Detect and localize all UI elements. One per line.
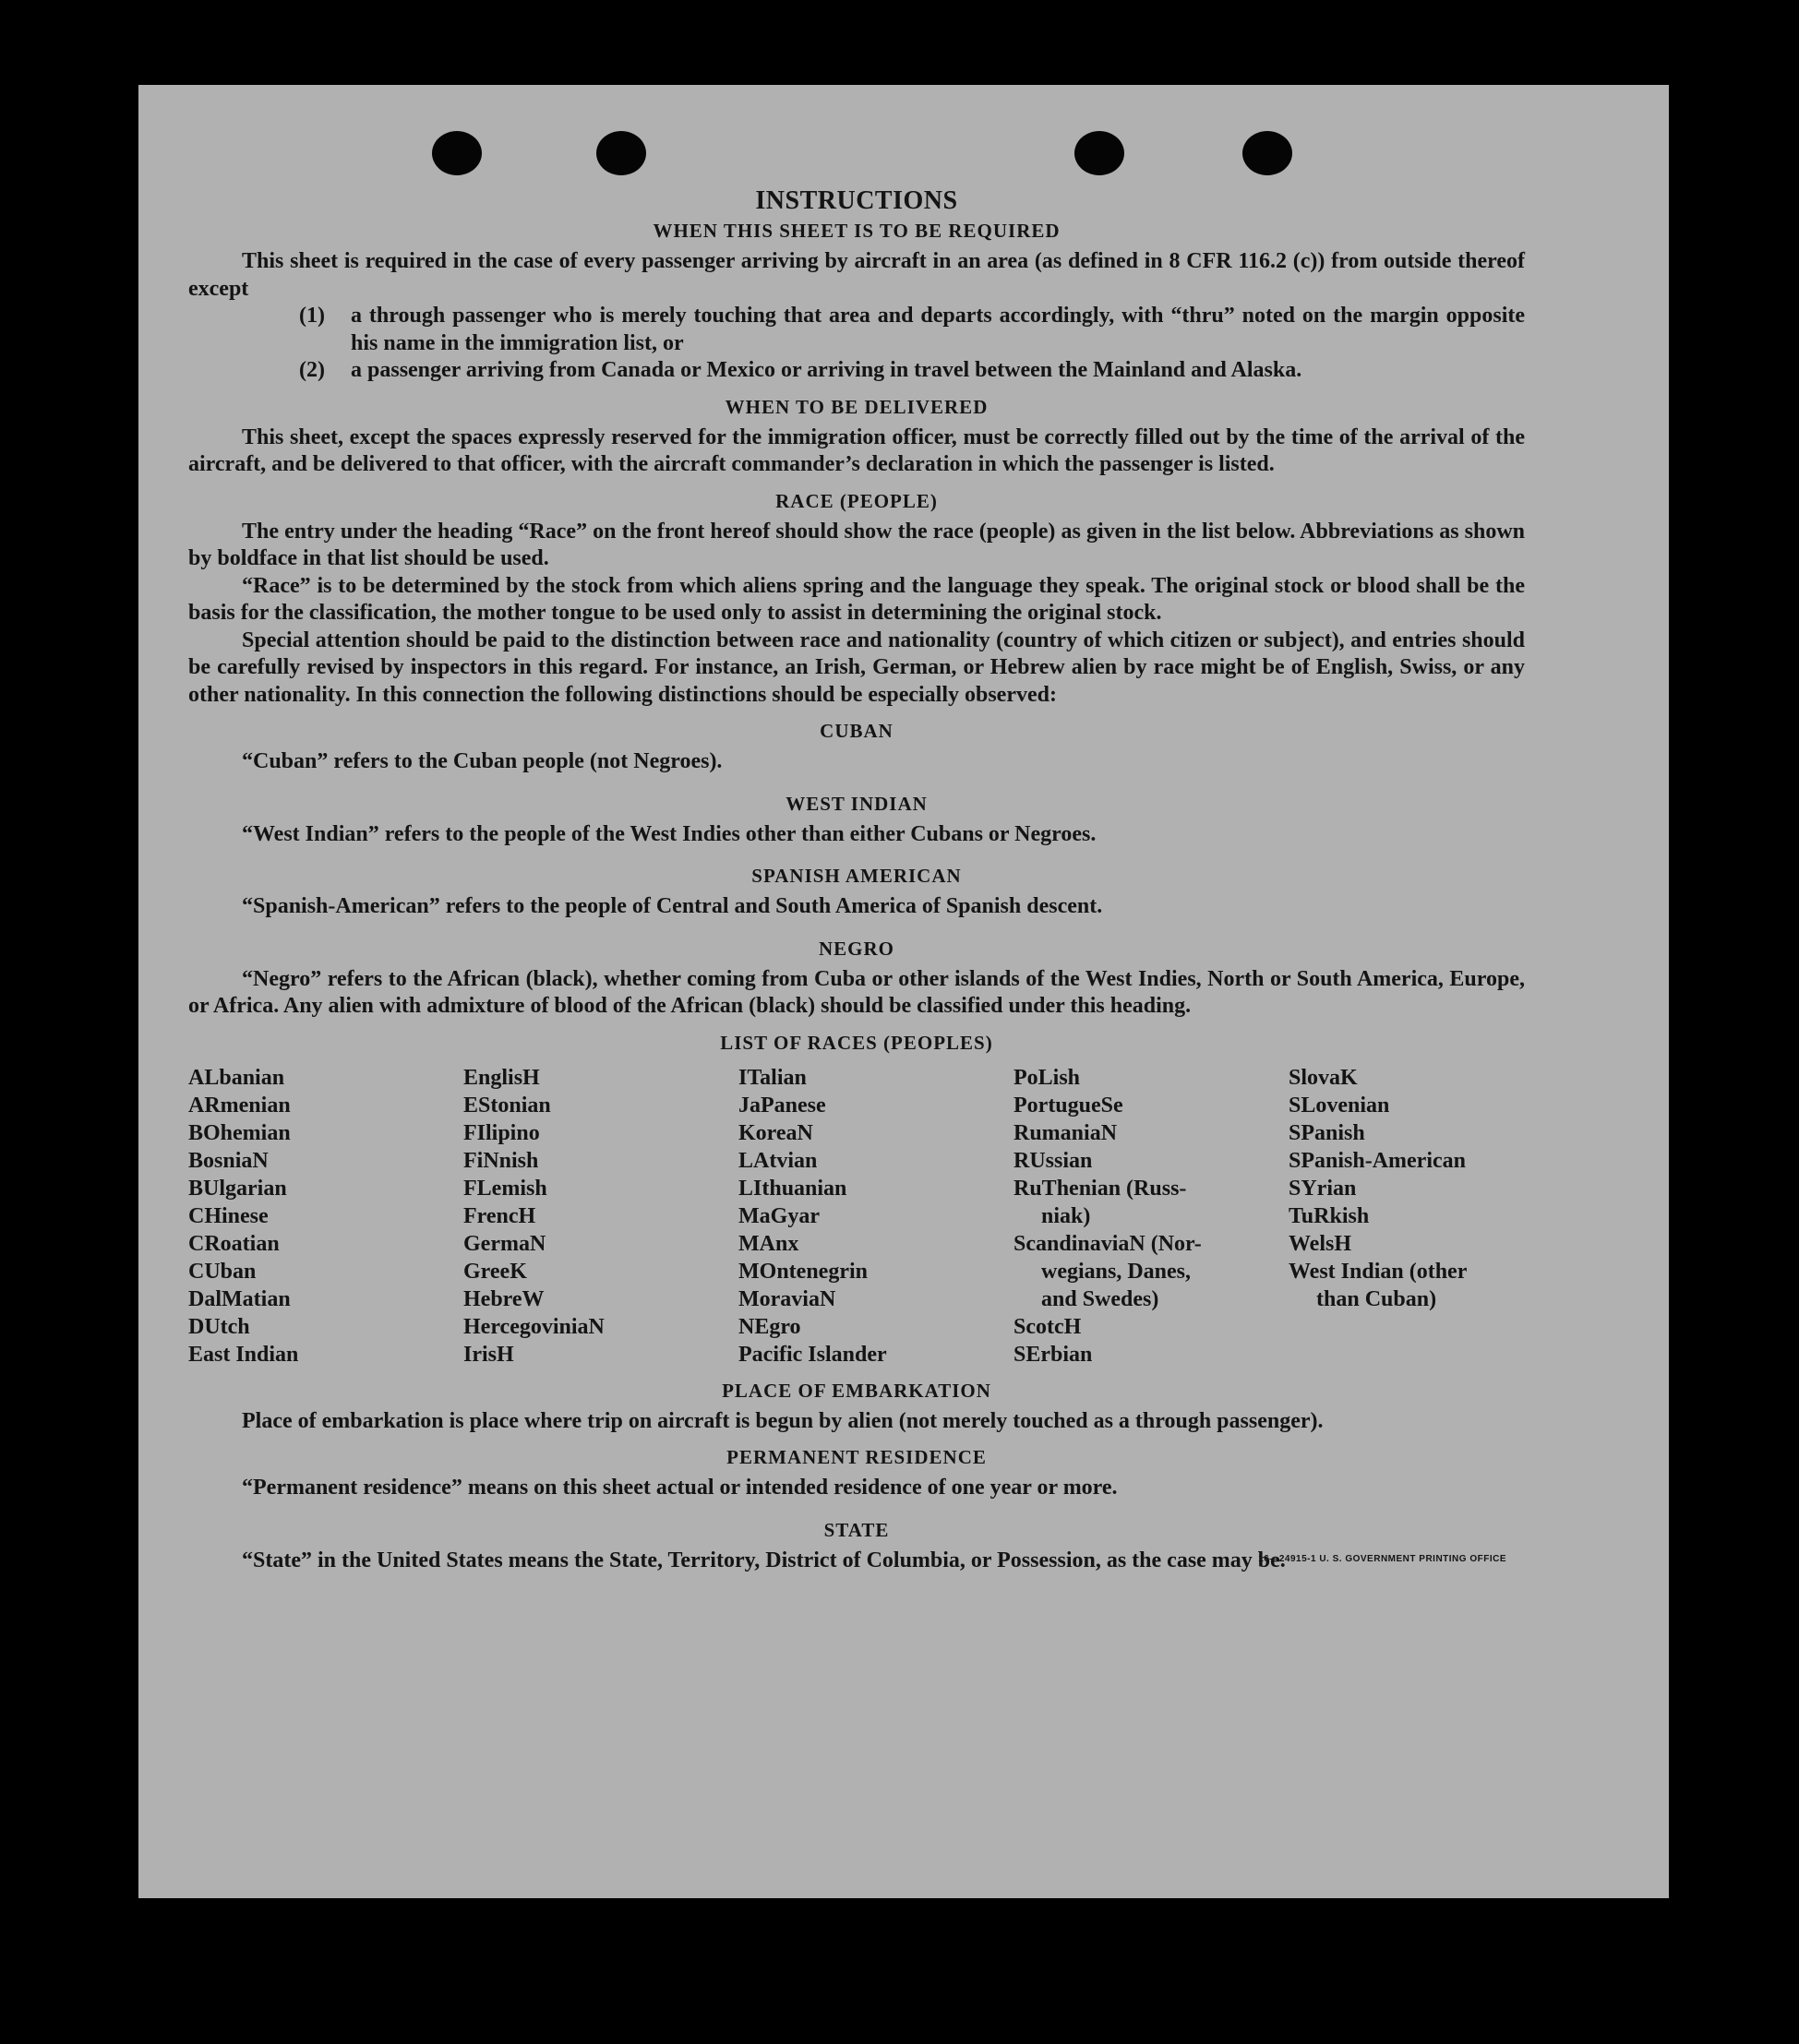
race-entry: EStonian: [463, 1093, 551, 1118]
section-heading: STATE: [823, 1518, 890, 1541]
punch-hole: [432, 131, 482, 175]
section-heading: WHEN THIS SHEET IS TO BE REQUIRED: [653, 220, 1061, 242]
race-entry: wegians, Danes,: [1041, 1259, 1192, 1284]
races-list: [188, 1064, 1525, 1369]
race-entry: ScotcH: [1013, 1314, 1082, 1339]
exception-text: a passenger arriving from Canada or Mexico or arriving in travel between the Mainland and Alaska.: [351, 358, 1302, 382]
race-entry: HercegoviniaN: [463, 1314, 605, 1339]
race-entry: SYrian: [1289, 1176, 1357, 1201]
race-entry: BosniaN: [188, 1148, 269, 1173]
state-text: “State” in the United States means the State, Territory, District of Columbia, or Possession, as the case may be.: [242, 1548, 1286, 1572]
race-entry: DUtch: [188, 1314, 250, 1339]
race-entry: PortugueSe: [1013, 1093, 1123, 1118]
race-entry: GreeK: [463, 1259, 527, 1284]
section-heading: PLACE OF EMBARKATION: [722, 1379, 991, 1402]
race-entry: SPanish: [1289, 1120, 1365, 1145]
race-column: [463, 1064, 738, 1369]
race-entry: West Indian (other: [1289, 1259, 1468, 1284]
embarkation-text: Place of embarkation is place where trip on aircraft is begun by alien (not merely touched as a through passenger).: [242, 1408, 1324, 1433]
race-entry: SErbian: [1013, 1342, 1093, 1367]
exception-number: (1): [299, 304, 325, 328]
race-entry: CUban: [188, 1259, 257, 1284]
race-entry: MoraviaN: [738, 1286, 836, 1311]
race-entry: RUssian: [1013, 1148, 1093, 1173]
race-entry: ALbanian: [188, 1065, 285, 1090]
race-entry: MOntenegrin: [738, 1259, 868, 1284]
delivered-text: This sheet, except the spaces expressly reserved for the immigration officer, must be correctly filled out by the time of the arrival of the aircraft, and be delivered to that officer, with the aircraft commander’s declaration in which the passenger is listed.: [188, 424, 1525, 476]
cuban-text: “Cuban” refers to the Cuban people (not Negroes).: [242, 749, 723, 773]
race-column: [188, 1064, 463, 1369]
instruction-sheet: [138, 85, 1669, 1898]
race-paragraph: The entry under the heading “Race” on the front hereof should show the race (people) as given in the list below. Abbreviations as shown by boldface in that list should be used.: [188, 519, 1525, 570]
race-entry: MaGyar: [738, 1203, 820, 1228]
punch-hole: [1242, 131, 1292, 175]
race-entry: BUlgarian: [188, 1176, 287, 1201]
section-heading: LIST OF RACES (PEOPLES): [720, 1031, 993, 1054]
race-entry: HebreW: [463, 1286, 545, 1311]
race-paragraph: “Race” is to be determined by the stock from which aliens spring and the language they speak. The original stock or blood shall be the basis for the classification, the mother tongue to be used only to assist in determining the original stock.: [188, 573, 1525, 625]
race-column: [1013, 1064, 1289, 1369]
race-entry: FrencH: [463, 1203, 536, 1228]
exception-item: [188, 357, 1525, 385]
race-entry: LIthuanian: [738, 1176, 847, 1201]
spanish-american-text: “Spanish-American” refers to the people of Central and South America of Spanish descent.: [242, 894, 1103, 918]
exception-item: [188, 303, 1525, 357]
race-entry: ITalian: [738, 1065, 807, 1090]
race-entry: LAtvian: [738, 1148, 818, 1173]
printer-imprint: 16—24915-1 U. S. GOVERNMENT PRINTING OFFICE: [1258, 1554, 1506, 1564]
race-entry: IrisH: [463, 1342, 514, 1367]
race-entry: TuRkish: [1289, 1203, 1370, 1228]
race-entry: ScandinaviaN (Nor-: [1013, 1231, 1202, 1256]
punch-hole: [1074, 131, 1124, 175]
race-entry: EnglisH: [463, 1065, 540, 1090]
race-entry: JaPanese: [738, 1093, 826, 1118]
race-entry: than Cuban): [1316, 1286, 1437, 1311]
exception-text: a through passenger who is merely touching that area and departs accordingly, with “thru” noted on the margin opposite his name in the immigration list, or: [351, 304, 1525, 355]
race-entry: KoreaN: [738, 1120, 813, 1145]
race-entry: DalMatian: [188, 1286, 291, 1311]
race-entry: FLemish: [463, 1176, 547, 1201]
race-entry: SLovenian: [1289, 1093, 1390, 1118]
race-column: [738, 1064, 1013, 1369]
race-entry: and Swedes): [1041, 1286, 1159, 1311]
section-heading: NEGRO: [818, 937, 894, 960]
race-entry: FiNnish: [463, 1148, 539, 1173]
race-entry: ARmenian: [188, 1093, 291, 1118]
page-title: INSTRUCTIONS: [755, 186, 958, 215]
section-heading: PERMANENT RESIDENCE: [726, 1446, 987, 1468]
required-intro: This sheet is required in the case of every passenger arriving by aircraft in an area (as defined in 8 CFR 116.2 (c)) from outside thereof except: [188, 249, 1525, 301]
race-entry: RuThenian (Russ-: [1013, 1176, 1187, 1201]
residence-text: “Permanent residence” means on this sheet actual or intended residence of one year or more.: [242, 1476, 1118, 1500]
race-column: [1289, 1064, 1564, 1369]
race-entry: WelsH: [1289, 1231, 1352, 1256]
race-entry: BOhemian: [188, 1120, 291, 1145]
section-heading: WHEN TO BE DELIVERED: [725, 395, 989, 418]
exception-number: (2): [299, 358, 325, 382]
instructions-content: [188, 186, 1525, 1574]
west-indian-text: “West Indian” refers to the people of the West Indies other than either Cubans or Negroes.: [242, 821, 1097, 846]
race-entry: CHinese: [188, 1203, 269, 1228]
race-entry: CRoatian: [188, 1231, 280, 1256]
race-entry: NEgro: [738, 1314, 801, 1339]
race-entry: niak): [1041, 1203, 1091, 1228]
race-entry: SPanish-American: [1289, 1148, 1466, 1173]
race-paragraph: Special attention should be paid to the distinction between race and nationality (country of which citizen or subject), and entries should be carefully revised by inspectors in this regard. For instance, an Irish, German, or Hebrew alien by race might be of English, Swiss, or any other nationality. In this connection the following distinctions should be especially observed:: [188, 628, 1525, 707]
section-heading: RACE (PEOPLE): [775, 489, 938, 512]
race-entry: SlovaK: [1289, 1065, 1358, 1090]
race-entry: Pacific Islander: [738, 1342, 887, 1367]
race-entry: PoLish: [1013, 1065, 1081, 1090]
race-entry: RumaniaN: [1013, 1120, 1118, 1145]
race-entry: East Indian: [188, 1342, 299, 1367]
punch-hole: [596, 131, 646, 175]
negro-text: “Negro” refers to the African (black), whether coming from Cuba or other islands of the West Indies, North or South America, Europe, or Africa. Any alien with admixture of blood of the African (black) should be classified under this heading.: [188, 966, 1525, 1018]
section-heading: WEST INDIAN: [786, 792, 928, 815]
section-heading: SPANISH AMERICAN: [751, 865, 962, 887]
section-heading: CUBAN: [820, 720, 894, 742]
race-entry: MAnx: [738, 1231, 799, 1256]
race-entry: FIlipino: [463, 1120, 540, 1145]
race-entry: GermaN: [463, 1231, 546, 1256]
